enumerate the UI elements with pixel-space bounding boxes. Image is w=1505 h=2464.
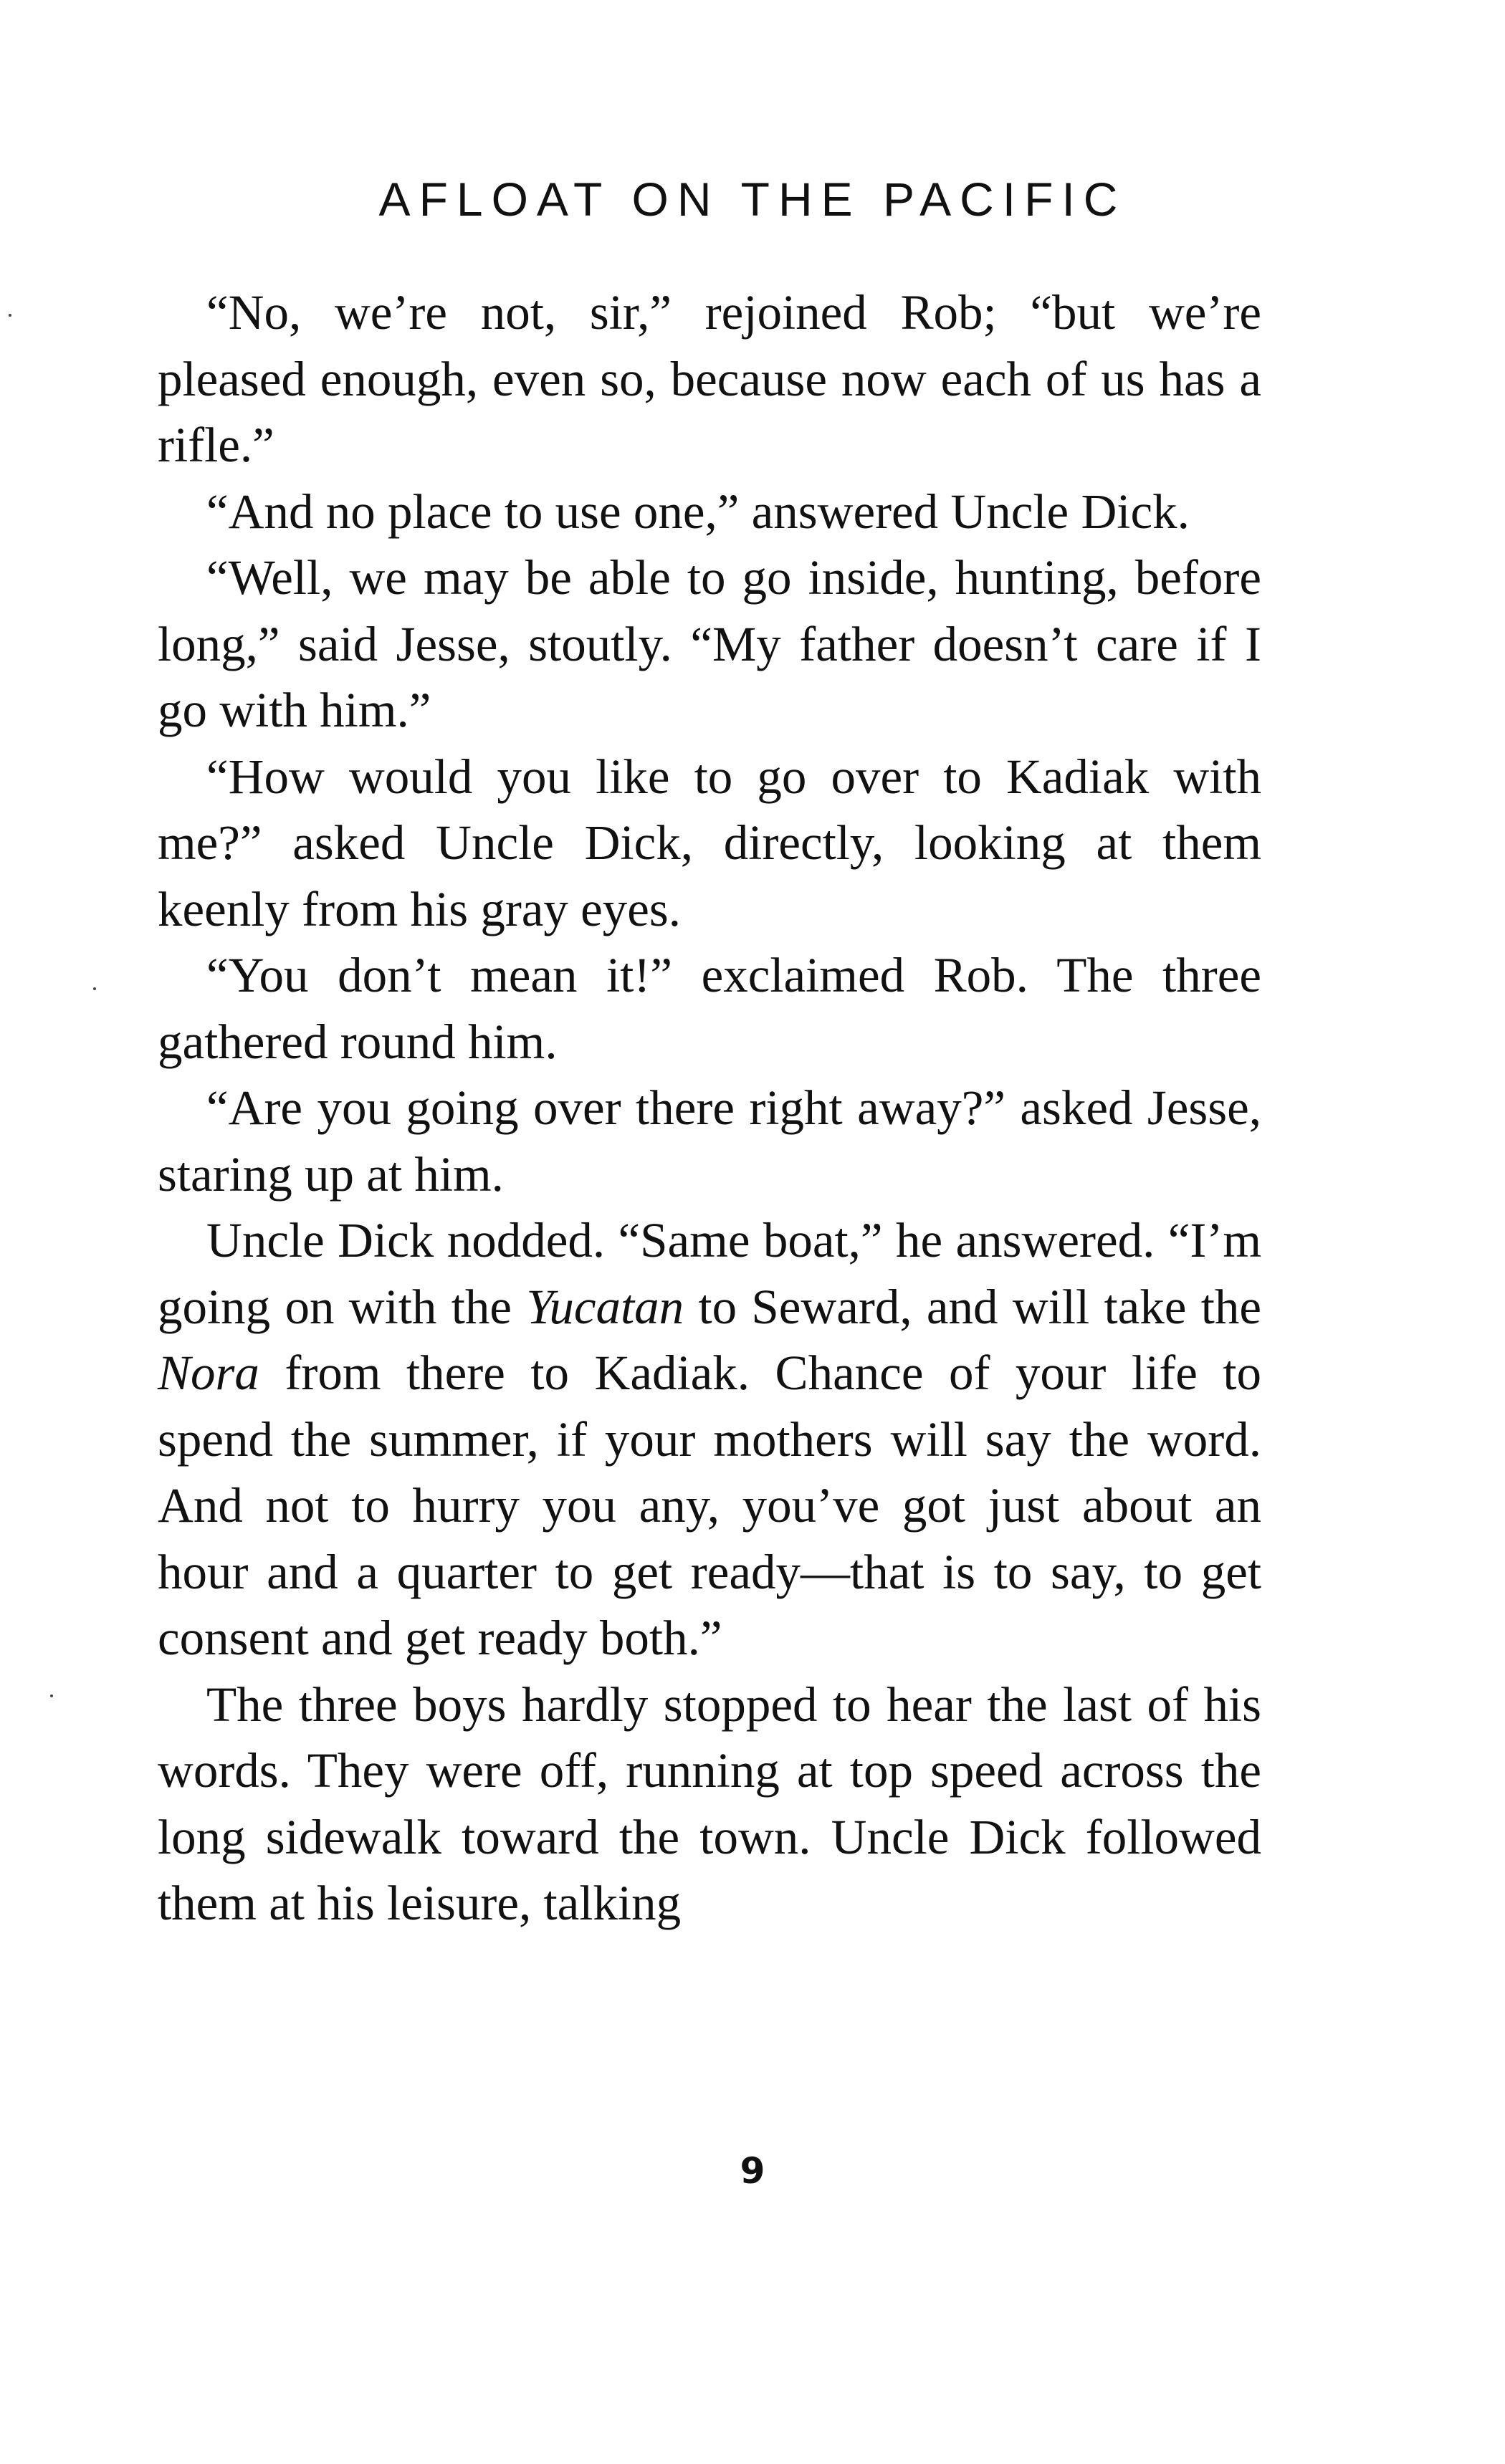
paragraph: “How would you like to go over to Kadiak with me?” asked Uncle Dick, directly, looking at them keenly from his gray eyes. — [158, 749, 1261, 936]
paragraph: “You don’t mean it!” exclaimed Rob. The three gathered round him. — [158, 948, 1261, 1069]
paragraph: “Well, we may be able to go inside, hunting, before long,” said Jesse, stoutly. “My father doesn’t care if I go with him.” — [158, 550, 1261, 737]
scan-speck — [93, 987, 96, 990]
ship-name: Nora — [158, 1346, 259, 1400]
paragraph — [158, 1207, 1261, 1672]
body-text — [158, 279, 1261, 1937]
scan-speck — [9, 314, 11, 317]
text-run: to Seward, and will take the — [684, 1279, 1261, 1334]
paragraph: “No, we’re not, sir,” rejoined Rob; “but we’re pleased enough, even so, because now each of us has a rifle.” — [158, 285, 1261, 472]
text-run: Uncle Dick nodded. “Same boat,” he answered. “I’m going on with the — [158, 1213, 1261, 1334]
paragraph: The three boys hardly stopped to hear the last of his words. They were off, running at top speed across the long sidewalk toward the town. Uncle Dick followed them at his leisure, talking — [158, 1677, 1261, 1930]
page-number: 9 — [740, 2150, 765, 2192]
paragraph: “Are you going over there right away?” asked Jesse, staring up at him. — [158, 1080, 1261, 1202]
paragraph: “And no place to use one,” answered Uncle Dick. — [206, 484, 1190, 539]
text-run: from there to Kadiak. Chance of your life to spend the summer, if your mothers will say the word. And not to hurry you any, you’ve got just about an hour and a quarter to get ready—that is to say, to get consent and get ready both.” — [158, 1346, 1261, 1665]
scan-speck — [50, 1694, 53, 1697]
running-head: AFLOAT ON THE PACIFIC — [378, 173, 1127, 226]
ship-name: Yucatan — [526, 1279, 684, 1334]
